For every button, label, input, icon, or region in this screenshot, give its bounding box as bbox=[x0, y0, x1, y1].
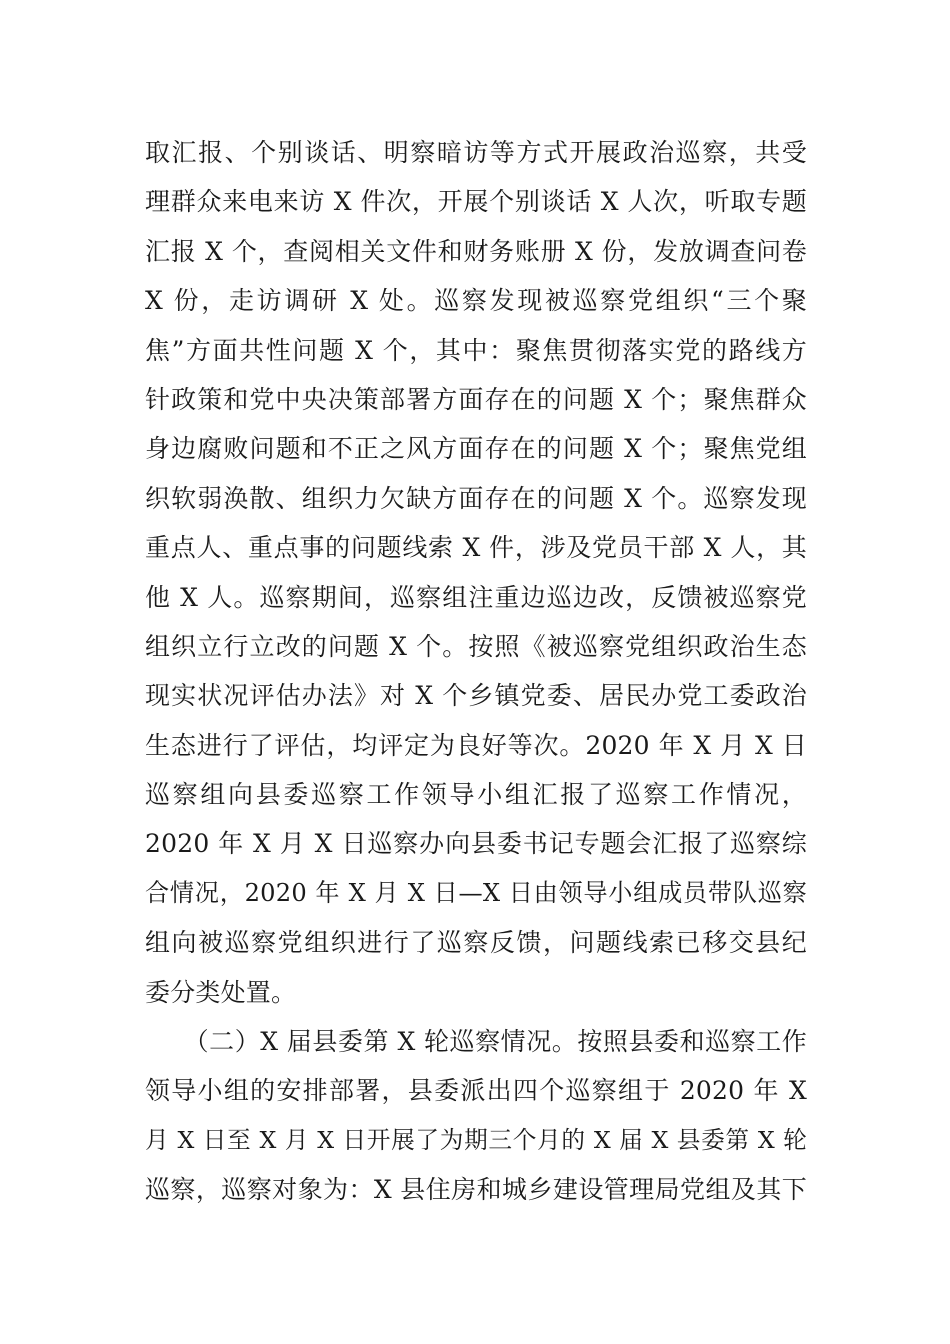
text-line: 月 X 日至 X 月 X 日开展了为期三个月的 X 届 X 县委第 X 轮 bbox=[145, 1125, 807, 1154]
text-line: 领导小组的安排部署，县委派出四个巡察组于 2020 年 X bbox=[145, 1076, 807, 1106]
text-line: 巡察，巡察对象为：X 县住房和城乡建设管理局党组及其下 bbox=[145, 1175, 807, 1205]
text-line: 针政策和党中央决策部署方面存在的问题 X 个；聚焦群众 bbox=[145, 384, 807, 414]
text-line: 现实状况评估办法》对 X 个乡镇党委、居民办党工委政治 bbox=[145, 681, 807, 711]
text-line: 合情况，2020 年 X 月 X 日—X 日由领导小组成员带队巡察 bbox=[145, 878, 807, 907]
paragraph-end-line: 委分类处置。 bbox=[145, 977, 297, 1007]
text-line: 组向被巡察党组织进行了巡察反馈，问题线索已移交县纪 bbox=[145, 928, 807, 958]
text-line: 生态进行了评估，均评定为良好等次。2020 年 X 月 X 日 bbox=[145, 730, 807, 760]
text-line: 取汇报、个别谈话、明察暗访等方式开展政治巡察，共受 bbox=[145, 138, 807, 167]
text-line: 理群众来电来访 X 件次，开展个别谈话 X 人次，听取专题 bbox=[145, 187, 807, 217]
body-text bbox=[145, 128, 807, 1215]
text-line: 焦”方面共性问题 X 个，其中：聚焦贯彻落实党的路线方 bbox=[145, 335, 807, 365]
text-line: 织软弱涣散、组织力欠缺方面存在的问题 X 个。巡察发现 bbox=[145, 483, 807, 513]
text-line: 组织立行立改的问题 X 个。按照《被巡察党组织政治生态 bbox=[145, 631, 807, 661]
text-line: 汇报 X 个，查阅相关文件和财务账册 X 份，发放调查问卷 bbox=[145, 236, 807, 266]
text-line: 身边腐败问题和不正之风方面存在的问题 X 个；聚焦党组 bbox=[145, 434, 807, 464]
text-line: 巡察组向县委巡察工作领导小组汇报了巡察工作情况， bbox=[145, 780, 807, 810]
text-line: 2020 年 X 月 X 日巡察办向县委书记专题会汇报了巡察综 bbox=[145, 829, 807, 859]
text-line: 他 X 人。巡察期间，巡察组注重边巡边改，反馈被巡察党 bbox=[145, 582, 807, 612]
text-line: X 份，走访调研 X 处。巡察发现被巡察党组织“三个聚 bbox=[145, 286, 807, 316]
text-line: 重点人、重点事的问题线索 X 件，涉及党员干部 X 人，其 bbox=[145, 533, 807, 563]
section-heading-line: （二）X 届县委第 X 轮巡察情况。按照县委和巡察工作 bbox=[145, 1027, 807, 1057]
